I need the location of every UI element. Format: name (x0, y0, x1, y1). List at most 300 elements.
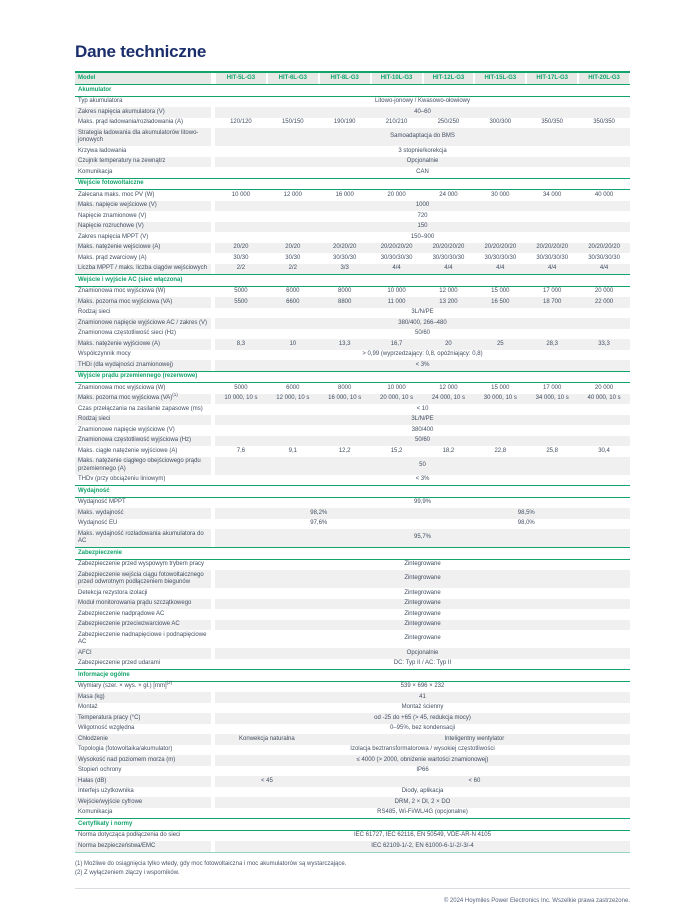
value-cell: 30/30/30/30 (432, 254, 465, 261)
value-cell: 20/20 (285, 244, 301, 250)
row-label-cell (75, 287, 211, 298)
spec-row (75, 609, 630, 620)
row-label-text: Komunikacja (78, 168, 113, 175)
value-cell: 4/4 (392, 265, 401, 271)
row-values (215, 508, 630, 519)
spec-row (75, 404, 630, 415)
row-values (215, 243, 630, 254)
value-cell: 17 000 (543, 384, 562, 391)
row-values (215, 682, 630, 693)
footnote-line: (2) Z wyłączeniem złączy i wsporników. (75, 869, 180, 876)
model-column-header: HIT-15L-G3 (475, 73, 525, 84)
row-label (78, 778, 106, 786)
value-cell: 18 700 (543, 298, 562, 305)
value-cell: 16 500 (491, 298, 510, 305)
section-title: Wejście i wyjście AC (sieć włączona) (78, 276, 183, 283)
row-label (78, 255, 147, 263)
model-header-label: Model (75, 73, 211, 84)
spec-row (75, 648, 630, 659)
model-column-header: HIT-8L-G3 (320, 73, 370, 84)
spec-row (75, 107, 630, 118)
row-values (215, 211, 630, 222)
row-label-cell (75, 201, 211, 212)
value-cell: 3/3 (340, 265, 349, 271)
value-cell: 12,2 (338, 447, 351, 454)
row-label (78, 351, 131, 359)
row-label-text: Znamionowa częstotliwość sieci (Hz) (78, 330, 177, 336)
value-cell: 30/30/30/30 (588, 254, 620, 261)
spec-row (75, 264, 630, 275)
row-label (78, 694, 105, 702)
row-label-cell (75, 118, 211, 129)
spec-row (75, 682, 630, 693)
row-label-cell (75, 508, 211, 519)
row-label-cell (75, 436, 211, 447)
value-cell: 350/350 (541, 119, 564, 125)
copyright-footer: © 2024 Hoymiles Power Electronics Inc. Wszelkie prawa zastrzeżone. (443, 897, 630, 904)
row-label-text: Detekcja rezystora izolacji (78, 589, 148, 596)
row-values (215, 446, 630, 457)
section-title: Zabezpieczenie (78, 549, 123, 556)
row-label-cell (75, 529, 211, 547)
value-cell: 8800 (338, 298, 352, 305)
spec-row (75, 146, 630, 157)
row-label-text: Zabezpieczenie wejścia ciągu fotowoltaicznego przed odwrotnym podłączeniem biegunów (78, 571, 204, 585)
value-cell: 20/20/20/20 (536, 244, 569, 250)
spec-row (75, 519, 630, 530)
row-label-text: Czujnik temperatury na zewnątrz (78, 158, 166, 164)
row-label (78, 767, 121, 775)
value-span: < 10 (416, 405, 429, 412)
row-label-cell (75, 404, 211, 415)
row-label-cell (75, 560, 211, 571)
row-values (215, 297, 630, 308)
value-span: Samoadaptacja do BMS (390, 133, 455, 140)
spec-row (75, 253, 630, 264)
model-header-row (75, 71, 630, 84)
value-span: 50 (419, 461, 426, 468)
row-label (78, 158, 165, 166)
value-cell: 15 000 (491, 384, 510, 391)
spec-row (75, 190, 630, 201)
value-span: ≤ 4000 (> 2000, obniżenie wartości znamionowej) (356, 756, 489, 763)
row-label (78, 202, 157, 210)
value-cell: 22,8 (494, 447, 507, 454)
row-label-cell (75, 648, 211, 659)
row-label-text: Rodzaj sieci (78, 416, 111, 422)
spec-row (75, 831, 630, 842)
value-span: < 3% (415, 476, 430, 482)
row-label-text: Napięcie znamionowe (V) (78, 212, 147, 219)
row-values (215, 264, 630, 275)
value-cell: 2/2 (236, 265, 246, 271)
row-label-text: Zalecana maks. moc PV (W) (78, 191, 155, 198)
row-label-footnote-ref: (2) (166, 680, 173, 685)
row-values (215, 560, 630, 571)
row-values (215, 734, 630, 745)
spec-row (75, 475, 630, 486)
value-span: Zintegrowane (404, 600, 441, 606)
value-span: 40–60 (414, 108, 431, 115)
value-cell: 25,8 (546, 447, 559, 454)
value-cell: 20 000 (387, 191, 406, 198)
value-cell: 6000 (286, 288, 300, 294)
spec-row (75, 118, 630, 129)
row-label-cell (75, 755, 211, 766)
spec-row (75, 383, 630, 394)
row-values (215, 609, 630, 620)
row-values (215, 425, 630, 436)
value-span: Zintegrowane (404, 561, 441, 567)
value-cell: 150/150 (281, 119, 304, 125)
row-label (78, 148, 126, 156)
section-header (75, 818, 630, 831)
row-label-text: Znamionowe napięcie wyjściowe (V) (78, 426, 175, 433)
spec-row (75, 436, 630, 447)
row-label (78, 809, 112, 817)
row-label (78, 590, 147, 598)
row-label-text: Maks. natężenie wyjściowe (A) (78, 340, 161, 347)
row-label-cell (75, 620, 211, 631)
row-label-cell (75, 787, 211, 798)
spec-row (75, 350, 630, 361)
row-label-cell (75, 475, 211, 486)
value-cell: 20 000, 10 s (380, 395, 414, 401)
row-label-cell (75, 446, 211, 457)
value-cell: 20/20/20/20 (380, 244, 413, 250)
value-span: 380/400 (411, 426, 434, 433)
value-cell: 4/4 (496, 265, 505, 271)
row-label-text: Znamionowa moc wyjściowa (W) (78, 288, 166, 294)
value-cell: 250/250 (437, 119, 460, 125)
row-label (78, 265, 207, 273)
value-span: 3L/N/PE (411, 309, 434, 315)
row-label-text: Norma dotycząca podłączenia do sieci (78, 832, 181, 838)
value-span: IEC 62109-1/-2, EN 61000-6-1/-2/-3/-4 (371, 842, 474, 849)
row-label-text: THDv (przy obciążeniu liniowym) (78, 476, 166, 482)
row-label-cell (75, 167, 211, 178)
value-span: Zintegrowane (404, 589, 441, 596)
row-label-cell (75, 211, 211, 222)
value-cell: 10 000 (231, 191, 251, 198)
row-label-text: Maks. napięcie wejściowe (V) (78, 202, 157, 208)
section-title: Informacje ogólne (78, 671, 130, 678)
value-cell: 20 (445, 340, 452, 347)
value-cell: 30/30 (233, 254, 249, 261)
row-label (78, 799, 142, 807)
row-label-cell (75, 339, 211, 350)
row-label (78, 385, 165, 393)
row-label (78, 416, 110, 424)
row-label (78, 330, 176, 338)
value-cell: 4/4 (444, 265, 453, 271)
section-title: Wyjście prądu przemiennego (rezerwowe) (78, 373, 198, 379)
row-values (215, 498, 630, 509)
row-label (78, 736, 108, 744)
row-label-text: Liczba MPPT / maks. liczba ciągów wejściowych (78, 265, 207, 271)
row-label-cell (75, 766, 211, 777)
row-label (78, 119, 183, 127)
model-column-header: HIT-5L-G3 (216, 73, 266, 84)
value-cell: 210/210 (385, 119, 408, 125)
row-label-text: Chłodzenie (78, 735, 109, 742)
row-label (78, 680, 173, 691)
row-label-text: Zabezpieczenie przed udarami (78, 660, 161, 666)
row-label (78, 244, 160, 252)
row-label-text: Maks. natężenie wejściowe (A) (78, 244, 161, 250)
value-span: > 0,99 (wyprzedzający: 0,8, opóźniający: 0,8) (362, 351, 483, 357)
row-values (215, 415, 630, 426)
row-label (78, 458, 208, 473)
row-label-text: Wysokość nad poziomem morza (m) (78, 756, 176, 763)
row-label-cell (75, 383, 211, 394)
spec-row (75, 498, 630, 509)
row-values (215, 107, 630, 118)
row-values (215, 232, 630, 243)
value-cell: 12 000 (439, 288, 458, 294)
row-label-cell (75, 97, 211, 108)
row-values (215, 620, 630, 631)
spec-row (75, 766, 630, 777)
page-title: Dane techniczne (75, 42, 207, 61)
row-values (215, 713, 630, 724)
row-label-text: Współczynnik mocy (78, 351, 131, 357)
row-label-cell (75, 222, 211, 233)
row-label-cell (75, 297, 211, 308)
row-label (78, 234, 148, 242)
row-values (215, 350, 630, 361)
value-cell: 12 000 (283, 191, 302, 198)
row-label-text: Maks. natężenie ciągłego obejściowego prądu przemiennego (A) (78, 458, 201, 472)
row-label (78, 611, 164, 619)
footer-divider (75, 888, 630, 889)
spec-row (75, 211, 630, 222)
row-label-cell (75, 745, 211, 756)
row-label (78, 130, 208, 145)
row-values (215, 436, 630, 447)
row-label (78, 213, 146, 221)
section-title: Wydajność (78, 487, 110, 494)
row-label-cell (75, 659, 211, 670)
row-label-text: Komunikacja (78, 809, 113, 815)
row-label-cell (75, 360, 211, 371)
model-column-header: HIT-12L-G3 (424, 73, 474, 84)
value-cell: 30/30/30/30 (536, 254, 569, 261)
value-cell: 24 000 (439, 191, 458, 198)
spec-row (75, 308, 630, 319)
row-label-text: Zakres napięcia MPPT (V) (78, 233, 149, 240)
row-values (215, 703, 630, 714)
spec-row (75, 745, 630, 756)
row-label (78, 572, 208, 587)
value-cell: 30/30 (285, 254, 301, 261)
spec-row (75, 222, 630, 233)
spec-row (75, 630, 630, 648)
row-label (78, 757, 175, 765)
row-label (78, 832, 180, 840)
value-cell: 4/4 (548, 265, 557, 271)
row-label-cell (75, 157, 211, 168)
value-cell: 190/190 (333, 119, 356, 125)
value-cell: 30/30/30 (333, 254, 357, 261)
value-cell: 2/2 (288, 265, 297, 271)
row-label (78, 632, 208, 647)
value-span: DRM, 2 × DI, 2 × DO (394, 798, 451, 805)
value-span: 3L/N/PE (411, 416, 434, 422)
row-label-cell (75, 682, 211, 693)
value-cell: 12 000, 10 s (276, 395, 310, 401)
row-label-text: Znamionowa moc wyjściowa (W) (78, 384, 166, 391)
row-values (215, 201, 630, 212)
row-label-cell (75, 107, 211, 118)
value-cell: 10 000 (387, 288, 406, 294)
value-cell: 20 000 (594, 384, 614, 391)
value-cell: 20/20/20/20 (588, 244, 620, 250)
row-label (78, 715, 140, 723)
value-cell: 28,3 (546, 340, 559, 347)
row-label (78, 650, 92, 658)
value-span: 99,9% (413, 499, 431, 505)
row-values (215, 253, 630, 264)
row-label-text: Zakres napięcia akumulatora (V) (78, 108, 165, 115)
row-values (215, 659, 630, 670)
row-label (78, 621, 180, 629)
section-header (75, 84, 630, 97)
row-label-text: Rodzaj sieci (78, 309, 111, 315)
spec-row (75, 297, 630, 308)
value-span: Diody, aplikacja (401, 788, 444, 794)
row-label (78, 788, 134, 796)
row-values (215, 755, 630, 766)
row-label-text: Maks. wydajność rozładowania akumulatora do AC (78, 530, 204, 544)
row-values (215, 329, 630, 340)
row-label-cell (75, 599, 211, 610)
row-label (78, 437, 191, 445)
value-cell: 30 000, 10 s (483, 395, 517, 401)
spec-row (75, 329, 630, 340)
row-label-cell (75, 350, 211, 361)
row-label (78, 448, 177, 456)
row-label-cell (75, 713, 211, 724)
value-cell: 34 000 (543, 191, 562, 198)
row-label-text: Zabezpieczenie nadprądowe AC (78, 610, 165, 617)
value-span: Opcjonalnie (406, 649, 439, 656)
model-columns (215, 73, 630, 84)
row-label-text: Typ akumulatora (78, 98, 123, 104)
section-header (75, 547, 630, 560)
row-label-text: THDi (dla wydajności znamionowej) (78, 361, 174, 368)
row-values (215, 128, 630, 146)
row-values (215, 190, 630, 201)
value-cell: 9,1 (288, 447, 297, 454)
row-label-text: Czas przełączania na zasilanie zapasowe (ms) (78, 405, 203, 412)
row-values (215, 692, 630, 703)
value-span: Montaż ścienny (401, 704, 444, 710)
value-cell: 20 000 (594, 288, 614, 294)
value-split-cell: < 60 (468, 777, 481, 784)
value-cell: 30 000 (491, 191, 510, 198)
value-cell: 16 000 (335, 191, 354, 198)
spec-row (75, 755, 630, 766)
row-label-text: Interfejs użytkownika (78, 788, 134, 794)
row-values (215, 599, 630, 610)
value-cell: 15,2 (390, 447, 403, 454)
row-label (78, 288, 165, 296)
value-span: < 3% (415, 361, 430, 368)
value-cell: 20/20/20/20 (432, 244, 465, 250)
row-label (78, 109, 165, 117)
row-label-text: AFCI (78, 649, 92, 656)
row-label-text: Znamionowe napięcie wyjściowe AC / zakres (V) (78, 319, 208, 326)
row-values (215, 383, 630, 394)
row-values (215, 841, 630, 852)
value-cell: 7,6 (236, 447, 246, 454)
row-values (215, 475, 630, 486)
spec-row (75, 201, 630, 212)
row-label-text: Wejście/wyjście cyfrowe (78, 798, 143, 805)
value-cell: 25 (496, 340, 504, 347)
row-values (215, 630, 630, 648)
row-label-text: Maks. prąd ładowania/rozładowania (A) (78, 119, 184, 125)
row-label-text: Temperatura pracy (°C) (78, 714, 141, 721)
value-span: 380/400, 266–480 (398, 319, 447, 326)
row-label-cell (75, 308, 211, 319)
spec-row (75, 787, 630, 798)
spec-row (75, 713, 630, 724)
row-label-cell (75, 831, 211, 842)
value-span: 41 (419, 693, 426, 700)
row-label-cell (75, 588, 211, 599)
row-label (78, 98, 122, 106)
value-split-cell: Konwekcja naturalna (239, 735, 295, 742)
value-cell: 6600 (286, 298, 300, 305)
value-span: 50/60 (414, 330, 430, 336)
row-label-cell (75, 457, 211, 475)
spec-row (75, 360, 630, 371)
value-span: 1000 (415, 202, 430, 208)
row-values (215, 724, 630, 735)
row-label (78, 746, 172, 754)
value-cell: 6000 (286, 384, 300, 391)
row-label-text: Krzywa ładowania (78, 147, 127, 154)
row-label (78, 499, 126, 507)
spec-row (75, 232, 630, 243)
value-cell: 13,3 (338, 340, 351, 347)
row-label-cell (75, 190, 211, 201)
row-label-text: Moduł monitorowania prądu szczątkowego (78, 600, 192, 606)
row-label-text: Napięcie rozruchowe (V) (78, 223, 144, 229)
row-label (78, 725, 134, 733)
model-column-header: HIT-17L-G3 (527, 73, 577, 84)
row-label-text: Maks. ciągłe natężenie wyjściowe (A) (78, 447, 178, 454)
spec-row (75, 808, 630, 819)
spec-row (75, 157, 630, 168)
value-cell: 350/350 (593, 119, 615, 125)
spec-row (75, 394, 630, 405)
value-cell: 18,2 (442, 447, 455, 454)
row-label-text: Wilgotność względna (78, 725, 135, 731)
row-label (78, 561, 204, 569)
value-cell: 24 000, 10 s (431, 395, 465, 401)
row-values (215, 776, 630, 787)
spec-row (75, 560, 630, 571)
spec-row (75, 415, 630, 426)
row-label (78, 169, 112, 177)
value-span: IEC 61727, IEC 62116, EN 50549, VDE-AR-N 4105 (354, 832, 491, 838)
row-label-cell (75, 318, 211, 329)
row-label-text: Zabezpieczenie nadnapięciowe i podnapięciowe AC (78, 631, 207, 645)
row-label-cell (75, 808, 211, 819)
